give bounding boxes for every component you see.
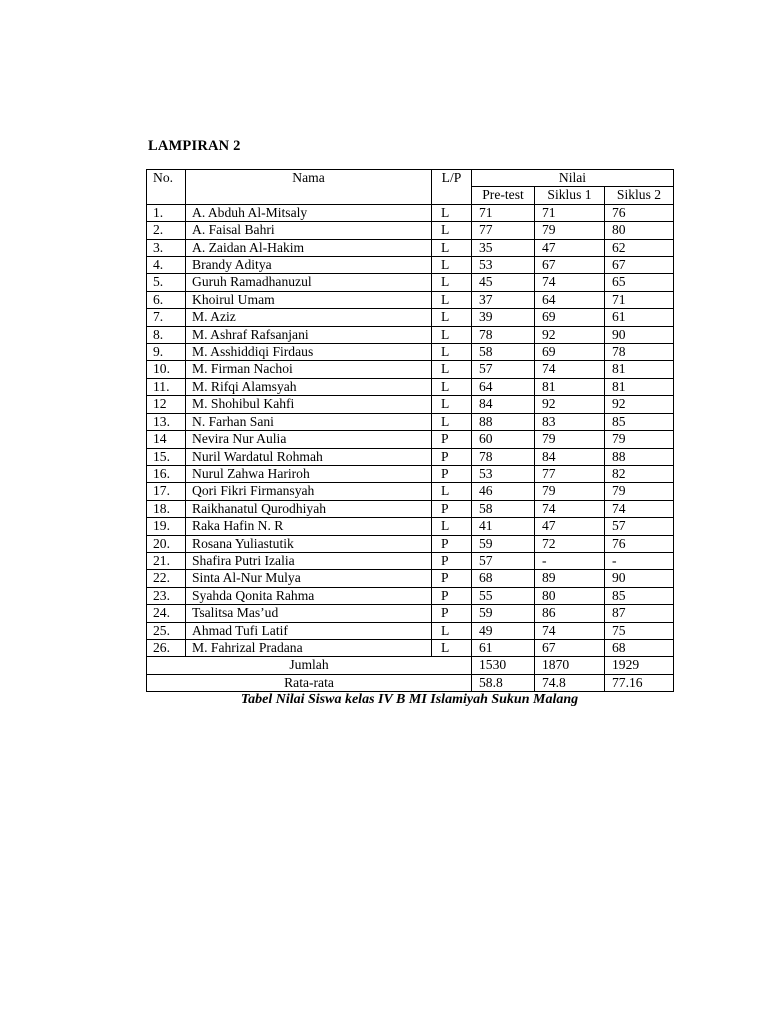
row-siklus1: 74 bbox=[535, 622, 605, 639]
table-row bbox=[147, 222, 674, 239]
row-lp: P bbox=[432, 587, 472, 604]
jumlah-pretest: 1530 bbox=[472, 657, 535, 674]
row-lp: L bbox=[432, 483, 472, 500]
row-siklus2: 68 bbox=[605, 639, 674, 656]
ratarata-siklus2: 77.16 bbox=[605, 674, 674, 691]
row-siklus1: 47 bbox=[535, 518, 605, 535]
row-no: 24. bbox=[147, 605, 186, 622]
row-pretest: 71 bbox=[472, 204, 535, 221]
table-row bbox=[147, 309, 674, 326]
jumlah-label: Jumlah bbox=[147, 657, 472, 674]
row-name: Brandy Aditya bbox=[186, 257, 432, 274]
table-row bbox=[147, 535, 674, 552]
row-pretest: 59 bbox=[472, 535, 535, 552]
row-pretest: 78 bbox=[472, 326, 535, 343]
row-siklus1: 80 bbox=[535, 587, 605, 604]
row-no: 3. bbox=[147, 239, 186, 256]
table-row bbox=[147, 344, 674, 361]
header-name: Nama bbox=[186, 170, 432, 205]
row-siklus1: 77 bbox=[535, 465, 605, 482]
row-siklus1: 86 bbox=[535, 605, 605, 622]
row-pretest: 60 bbox=[472, 431, 535, 448]
row-name: N. Farhan Sani bbox=[186, 413, 432, 430]
row-no: 4. bbox=[147, 257, 186, 274]
table-body bbox=[147, 204, 674, 657]
table-row bbox=[147, 448, 674, 465]
row-siklus2: 79 bbox=[605, 431, 674, 448]
ratarata-row bbox=[147, 674, 674, 691]
header-pretest: Pre-test bbox=[472, 187, 535, 204]
row-no: 16. bbox=[147, 465, 186, 482]
row-siklus2: 90 bbox=[605, 570, 674, 587]
row-name: Tsalitsa Mas’ud bbox=[186, 605, 432, 622]
row-no: 12 bbox=[147, 396, 186, 413]
row-siklus2: 62 bbox=[605, 239, 674, 256]
table-header bbox=[147, 170, 674, 205]
row-siklus1: 74 bbox=[535, 361, 605, 378]
row-siklus2: 85 bbox=[605, 587, 674, 604]
row-lp: L bbox=[432, 413, 472, 430]
row-siklus2: 92 bbox=[605, 396, 674, 413]
row-no: 13. bbox=[147, 413, 186, 430]
row-lp: L bbox=[432, 622, 472, 639]
row-pretest: 53 bbox=[472, 257, 535, 274]
row-lp: L bbox=[432, 257, 472, 274]
row-no: 26. bbox=[147, 639, 186, 656]
row-siklus2: 90 bbox=[605, 326, 674, 343]
row-pretest: 64 bbox=[472, 378, 535, 395]
row-pretest: 77 bbox=[472, 222, 535, 239]
row-no: 2. bbox=[147, 222, 186, 239]
ratarata-siklus1: 74.8 bbox=[535, 674, 605, 691]
row-lp: L bbox=[432, 274, 472, 291]
row-no: 5. bbox=[147, 274, 186, 291]
row-lp: P bbox=[432, 535, 472, 552]
row-no: 20. bbox=[147, 535, 186, 552]
row-siklus1: 67 bbox=[535, 257, 605, 274]
row-name: M. Fahrizal Pradana bbox=[186, 639, 432, 656]
row-no: 11. bbox=[147, 378, 186, 395]
row-name: M. Asshiddiqi Firdaus bbox=[186, 344, 432, 361]
row-siklus2: 67 bbox=[605, 257, 674, 274]
row-pretest: 84 bbox=[472, 396, 535, 413]
table-row bbox=[147, 291, 674, 308]
row-siklus1: 74 bbox=[535, 274, 605, 291]
row-name: Ahmad Tufi Latif bbox=[186, 622, 432, 639]
row-name: M. Shohibul Kahfi bbox=[186, 396, 432, 413]
row-siklus1: 92 bbox=[535, 396, 605, 413]
row-lp: L bbox=[432, 222, 472, 239]
row-lp: L bbox=[432, 239, 472, 256]
table-row bbox=[147, 396, 674, 413]
row-name: Guruh Ramadhanuzul bbox=[186, 274, 432, 291]
table-row bbox=[147, 378, 674, 395]
row-pretest: 58 bbox=[472, 344, 535, 361]
row-siklus2: 78 bbox=[605, 344, 674, 361]
table-row bbox=[147, 605, 674, 622]
table-caption: Tabel Nilai Siswa kelas IV B MI Islamiyah Sukun Malang bbox=[240, 692, 579, 707]
row-siklus2: 88 bbox=[605, 448, 674, 465]
row-no: 7. bbox=[147, 309, 186, 326]
row-siklus1: 79 bbox=[535, 483, 605, 500]
row-pretest: 68 bbox=[472, 570, 535, 587]
row-name: M. Ashraf Rafsanjani bbox=[186, 326, 432, 343]
row-name: Qori Fikri Firmansyah bbox=[186, 483, 432, 500]
table-row bbox=[147, 622, 674, 639]
row-no: 19. bbox=[147, 518, 186, 535]
row-pretest: 37 bbox=[472, 291, 535, 308]
table-row bbox=[147, 570, 674, 587]
row-no: 1. bbox=[147, 204, 186, 221]
row-lp: L bbox=[432, 518, 472, 535]
table-footer bbox=[147, 657, 674, 692]
table-row bbox=[147, 552, 674, 569]
row-siklus1: 71 bbox=[535, 204, 605, 221]
row-siklus2: 76 bbox=[605, 535, 674, 552]
table-row bbox=[147, 413, 674, 430]
row-pretest: 45 bbox=[472, 274, 535, 291]
row-pretest: 53 bbox=[472, 465, 535, 482]
header-siklus1: Siklus 1 bbox=[535, 187, 605, 204]
row-lp: P bbox=[432, 500, 472, 517]
row-siklus1: 69 bbox=[535, 309, 605, 326]
row-siklus1: 84 bbox=[535, 448, 605, 465]
row-lp: L bbox=[432, 361, 472, 378]
jumlah-row bbox=[147, 657, 674, 674]
row-name: Shafira Putri Izalia bbox=[186, 552, 432, 569]
row-siklus1: 67 bbox=[535, 639, 605, 656]
row-siklus2: 65 bbox=[605, 274, 674, 291]
grades-table bbox=[146, 169, 674, 692]
row-name: Rosana Yuliastutik bbox=[186, 535, 432, 552]
row-no: 9. bbox=[147, 344, 186, 361]
row-name: Raka Hafin N. R bbox=[186, 518, 432, 535]
row-lp: L bbox=[432, 344, 472, 361]
row-name: A. Zaidan Al-Hakim bbox=[186, 239, 432, 256]
row-lp: L bbox=[432, 309, 472, 326]
table-row bbox=[147, 639, 674, 656]
row-siklus2: 80 bbox=[605, 222, 674, 239]
row-siklus2: 85 bbox=[605, 413, 674, 430]
row-name: M. Firman Nachoi bbox=[186, 361, 432, 378]
row-lp: L bbox=[432, 326, 472, 343]
row-lp: P bbox=[432, 605, 472, 622]
row-lp: L bbox=[432, 396, 472, 413]
row-siklus1: 47 bbox=[535, 239, 605, 256]
row-no: 8. bbox=[147, 326, 186, 343]
row-siklus2: 81 bbox=[605, 361, 674, 378]
row-pretest: 55 bbox=[472, 587, 535, 604]
row-pretest: 61 bbox=[472, 639, 535, 656]
row-siklus1: 81 bbox=[535, 378, 605, 395]
row-name: M. Aziz bbox=[186, 309, 432, 326]
row-pretest: 57 bbox=[472, 552, 535, 569]
page-heading: LAMPIRAN 2 bbox=[148, 138, 241, 154]
row-siklus1: 92 bbox=[535, 326, 605, 343]
row-siklus1: 79 bbox=[535, 431, 605, 448]
table-row bbox=[147, 518, 674, 535]
row-siklus1: 79 bbox=[535, 222, 605, 239]
row-pretest: 39 bbox=[472, 309, 535, 326]
row-siklus2: 75 bbox=[605, 622, 674, 639]
row-no: 23. bbox=[147, 587, 186, 604]
row-siklus1: 72 bbox=[535, 535, 605, 552]
row-siklus1: - bbox=[535, 552, 605, 569]
table-row bbox=[147, 257, 674, 274]
row-name: Nevira Nur Aulia bbox=[186, 431, 432, 448]
row-no: 18. bbox=[147, 500, 186, 517]
row-no: 6. bbox=[147, 291, 186, 308]
row-lp: L bbox=[432, 204, 472, 221]
row-lp: P bbox=[432, 448, 472, 465]
row-siklus2: 74 bbox=[605, 500, 674, 517]
row-siklus2: 81 bbox=[605, 378, 674, 395]
row-siklus1: 64 bbox=[535, 291, 605, 308]
row-no: 22. bbox=[147, 570, 186, 587]
jumlah-siklus2: 1929 bbox=[605, 657, 674, 674]
row-siklus2: 57 bbox=[605, 518, 674, 535]
row-name: Khoirul Umam bbox=[186, 291, 432, 308]
ratarata-pretest: 58.8 bbox=[472, 674, 535, 691]
row-name: Syahda Qonita Rahma bbox=[186, 587, 432, 604]
table-row bbox=[147, 500, 674, 517]
row-no: 14 bbox=[147, 431, 186, 448]
row-siklus2: 61 bbox=[605, 309, 674, 326]
table-row bbox=[147, 483, 674, 500]
row-pretest: 35 bbox=[472, 239, 535, 256]
table-row bbox=[147, 239, 674, 256]
row-name: Nurul Zahwa Hariroh bbox=[186, 465, 432, 482]
header-no: No. bbox=[147, 170, 186, 205]
row-pretest: 58 bbox=[472, 500, 535, 517]
header-siklus2: Siklus 2 bbox=[605, 187, 674, 204]
row-pretest: 59 bbox=[472, 605, 535, 622]
row-no: 15. bbox=[147, 448, 186, 465]
row-pretest: 88 bbox=[472, 413, 535, 430]
header-lp: L/P bbox=[432, 170, 472, 205]
table-row bbox=[147, 465, 674, 482]
ratarata-label: Rata-rata bbox=[147, 674, 472, 691]
row-no: 21. bbox=[147, 552, 186, 569]
table-row bbox=[147, 204, 674, 221]
row-lp: P bbox=[432, 552, 472, 569]
row-pretest: 41 bbox=[472, 518, 535, 535]
row-no: 25. bbox=[147, 622, 186, 639]
table-row bbox=[147, 274, 674, 291]
row-siklus2: 82 bbox=[605, 465, 674, 482]
row-name: Nuril Wardatul Rohmah bbox=[186, 448, 432, 465]
row-lp: P bbox=[432, 570, 472, 587]
table-row bbox=[147, 587, 674, 604]
row-no: 17. bbox=[147, 483, 186, 500]
row-siklus1: 83 bbox=[535, 413, 605, 430]
row-lp: L bbox=[432, 291, 472, 308]
row-name: M. Rifqi Alamsyah bbox=[186, 378, 432, 395]
row-siklus1: 69 bbox=[535, 344, 605, 361]
row-name: A. Abduh Al-Mitsaly bbox=[186, 204, 432, 221]
header-nilai: Nilai bbox=[472, 170, 674, 187]
row-siklus2: 79 bbox=[605, 483, 674, 500]
table-row bbox=[147, 361, 674, 378]
row-no: 10. bbox=[147, 361, 186, 378]
row-siklus1: 89 bbox=[535, 570, 605, 587]
table-row bbox=[147, 431, 674, 448]
row-lp: P bbox=[432, 465, 472, 482]
row-siklus2: 87 bbox=[605, 605, 674, 622]
row-lp: L bbox=[432, 639, 472, 656]
row-pretest: 49 bbox=[472, 622, 535, 639]
row-pretest: 46 bbox=[472, 483, 535, 500]
row-siklus2: 76 bbox=[605, 204, 674, 221]
row-name: Sinta Al-Nur Mulya bbox=[186, 570, 432, 587]
row-pretest: 57 bbox=[472, 361, 535, 378]
row-lp: L bbox=[432, 378, 472, 395]
row-name: A. Faisal Bahri bbox=[186, 222, 432, 239]
jumlah-siklus1: 1870 bbox=[535, 657, 605, 674]
row-pretest: 78 bbox=[472, 448, 535, 465]
header-row-1 bbox=[147, 170, 674, 187]
row-siklus2: 71 bbox=[605, 291, 674, 308]
row-siklus2: - bbox=[605, 552, 674, 569]
table-row bbox=[147, 326, 674, 343]
row-siklus1: 74 bbox=[535, 500, 605, 517]
row-lp: P bbox=[432, 431, 472, 448]
row-name: Raikhanatul Qurodhiyah bbox=[186, 500, 432, 517]
